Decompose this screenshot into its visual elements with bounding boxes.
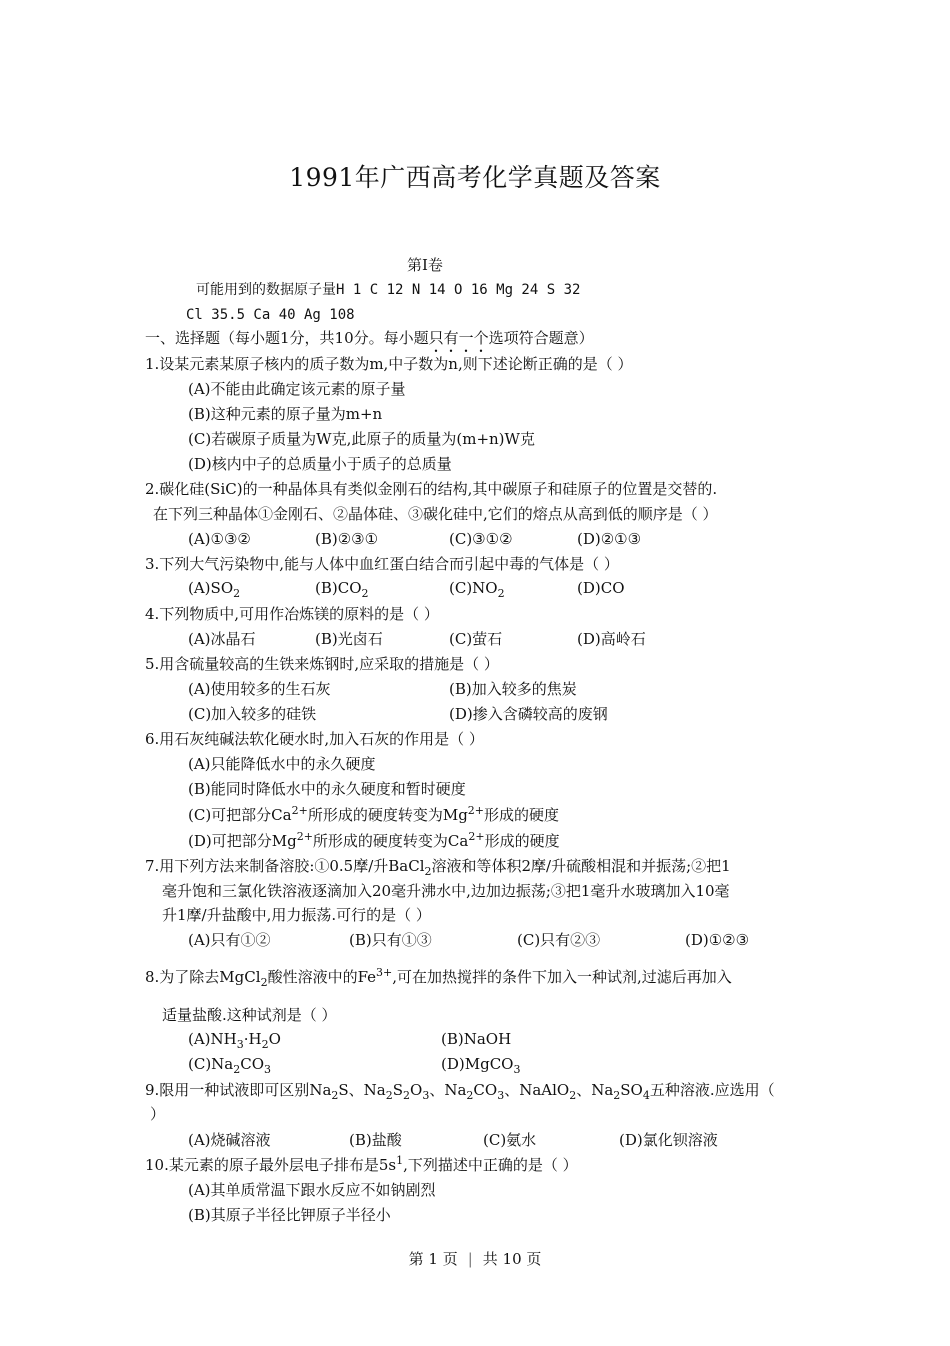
question-8-stem-line-2: 适量盐酸.这种试剂是（ ） xyxy=(162,1006,337,1024)
question-6-option-d: (D)可把部分$Mg^{2+}$所形成的硬度转变为$Ca^{2+}$形成的硬度 xyxy=(188,830,560,850)
question-6-option-c: (C)可把部分$Ca^{2+}$所形成的硬度转变为$Mg^{2+}$形成的硬度 xyxy=(188,804,560,824)
question-1-option-b: (B)这种元素的原子量为m+n xyxy=(188,405,383,423)
part-one-heading xyxy=(145,328,594,356)
atomic-mass-line-2: Cl 35.5 Ca 40 Ag 108 xyxy=(186,307,355,323)
question-4-option-a: (A)冰晶石 xyxy=(188,630,256,648)
question-9-option-a: (A)烧碱溶液 xyxy=(188,1131,271,1149)
question-8-option-d: (D)MgCO$_3$ xyxy=(441,1055,521,1076)
question-5-option-c: (C)加入较多的硅铁 xyxy=(188,705,317,723)
question-10-stem: 10.某元素的原子最外层电子排布是$5s^1$,下列描述中正确的是（ ） xyxy=(145,1154,578,1174)
question-2-option-a: (A)①③② xyxy=(188,530,251,548)
question-7-stem-line-3: 升1摩/升盐酸中,用力振荡.可行的是（ ） xyxy=(162,906,431,924)
question-2-option-d: (D)②①③ xyxy=(577,530,642,548)
part-one-emphasis: 只有一个 xyxy=(428,329,489,347)
question-9-option-c: (C)氨水 xyxy=(483,1131,537,1149)
question-8-option-b: (B)NaOH xyxy=(441,1030,512,1048)
question-2-stem-line-2: 在下列三种晶体①金刚石、②晶体硅、③碳化硅中,它们的熔点从高到低的顺序是（ ） xyxy=(153,505,718,523)
section-heading: 第Ⅰ卷 xyxy=(407,256,443,274)
document-title: 1991年广西高考化学真题及答案 xyxy=(289,163,661,192)
question-3-option-c: $(C)NO_2$ xyxy=(449,579,505,600)
page-footer xyxy=(0,1248,950,1269)
question-10-option-b: (B)其原子半径比钾原子半径小 xyxy=(188,1206,391,1224)
question-5-option-a: (A)使用较多的生石灰 xyxy=(188,680,331,698)
atomic-mass-line-1: 可能用到的数据原子量H 1 C 12 N 14 O 16 Mg 24 S 32 xyxy=(196,282,581,298)
footer-separator: | xyxy=(467,1250,473,1268)
question-6-stem: 6.用石灰纯碱法软化硬水时,加入石灰的作用是（ ） xyxy=(145,730,484,748)
question-7-stem-line-2: 毫升饱和三氯化铁溶液逐滴加入20毫升沸水中,边加边振荡;③把1毫升水玻璃加入10毫 xyxy=(162,882,730,900)
question-7-option-b: (B)只有①③ xyxy=(349,931,432,949)
question-5-stem: 5.用含硫量较高的生铁来炼钢时,应采取的措施是（ ） xyxy=(145,655,499,673)
question-5-option-b: (B)加入较多的焦炭 xyxy=(449,680,577,698)
question-10-option-a: (A)其单质常温下跟水反应不如钠剧烈 xyxy=(188,1181,436,1199)
question-8-option-c: $(C)Na_2CO_3$ xyxy=(188,1055,272,1076)
question-3-option-b: $(B)CO_2$ xyxy=(315,579,369,600)
question-3-option-a: $(A)SO_2$ xyxy=(188,579,241,600)
question-7-option-c: (C)只有②③ xyxy=(517,931,601,949)
question-8-option-a: $(A)NH_3\cdot H_2O$ xyxy=(188,1030,281,1051)
question-7-option-a: (A)只有①② xyxy=(188,931,271,949)
question-1-stem: 1.设某元素某原子核内的质子数为m,中子数为n,则下述论断正确的是（ ） xyxy=(145,355,633,373)
question-6-option-b: (B)能同时降低水中的永久硬度和暂时硬度 xyxy=(188,780,466,798)
question-5-option-d: (D)掺入含磷较高的废钢 xyxy=(449,705,608,723)
question-3-stem: 3.下列大气污染物中,能与人体中血红蛋白结合而引起中毒的气体是（ ） xyxy=(145,555,619,573)
question-4-stem: 4.下列物质中,可用作冶炼镁的原料的是（ ） xyxy=(145,605,439,623)
page-number: 第 1 页 xyxy=(408,1250,458,1268)
question-7-stem-line-1: 7.用下列方法来制备溶胶:①0.5摩/升BaCl$_2$溶液和等体积2摩/升硫酸相混和并振荡;②把1 xyxy=(145,857,731,878)
question-4-option-c: (C)萤石 xyxy=(449,630,503,648)
question-1-option-d: (D)核内中子的总质量小于质子的总质量 xyxy=(188,455,452,473)
question-8-stem-line-1: 8.为了除去MgCl$_2$酸性溶液中的$Fe^{3+}$,可在加热搅拌的条件下加入一种试剂,过滤后再加入 xyxy=(145,966,732,989)
part-one-suffix: 选项符合题意） xyxy=(488,329,594,347)
question-3-option-d: (D)CO xyxy=(577,579,625,597)
question-2-option-b: (B)②③① xyxy=(315,530,379,548)
question-2-option-c: (C)③①② xyxy=(449,530,513,548)
part-one-prefix: 一、选择题（每小题1分，共10分。每小题 xyxy=(145,329,429,347)
question-9-stem-line-2: ） xyxy=(150,1105,166,1123)
question-7-option-d: (D)①②③ xyxy=(685,931,750,949)
question-1-option-a: (A)不能由此确定该元素的原子量 xyxy=(188,380,406,398)
question-6-option-a: (A)只能降低水中的永久硬度 xyxy=(188,755,376,773)
question-9-option-d: (D)氯化钡溶液 xyxy=(619,1131,718,1149)
question-4-option-b: (B)光卤石 xyxy=(315,630,383,648)
question-2-stem-line-1: 2.碳化硅(SiC)的一种晶体具有类似金刚石的结构,其中碳原子和硅原子的位置是交替的. xyxy=(145,480,718,498)
page-total: 共 10 页 xyxy=(482,1250,542,1268)
question-9-stem-line-1: 9.限用一种试液即可区别$Na_2S$、$Na_2S_2O_3$、$Na_2CO_3$、NaAlO$_2$、$Na_2SO_4$五种溶液.应选用（ xyxy=(145,1081,775,1102)
question-9-option-b: (B)盐酸 xyxy=(349,1131,402,1149)
question-4-option-d: (D)高岭石 xyxy=(577,630,646,648)
question-1-option-c: (C)若碳原子质量为W克,此原子的质量为(m+n)W克 xyxy=(188,430,535,448)
